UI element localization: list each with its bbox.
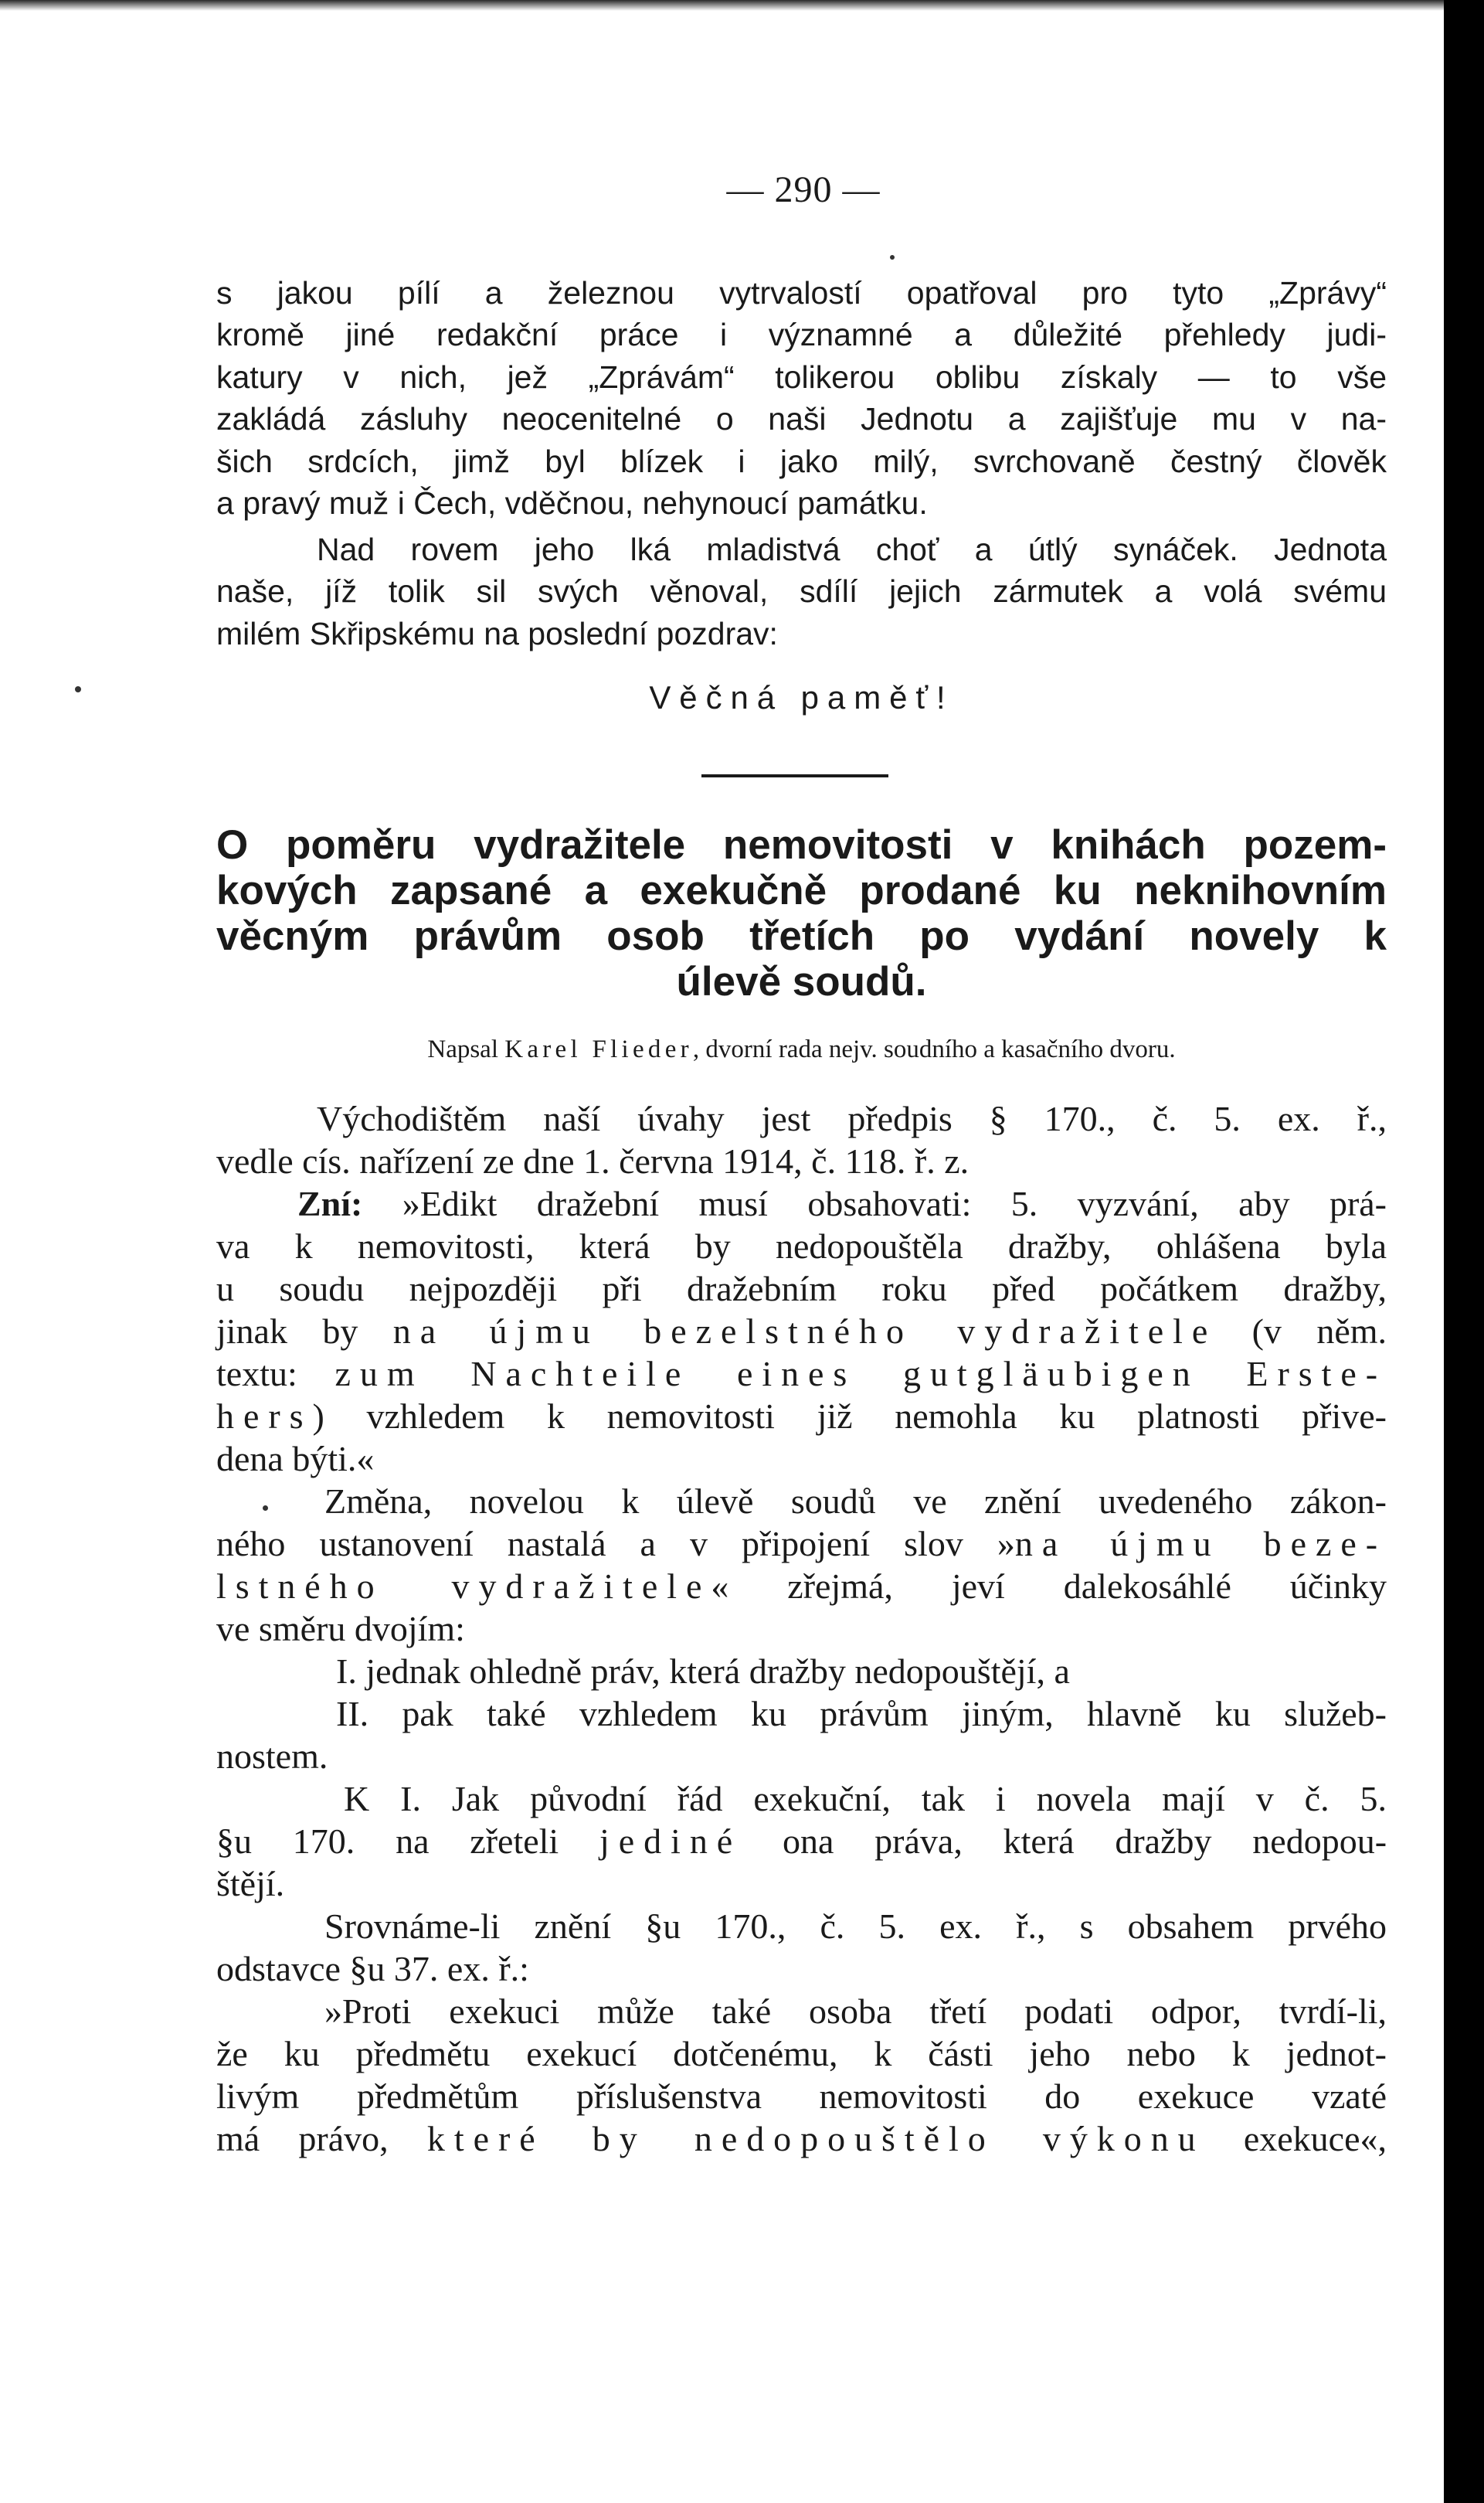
article-title — [216, 822, 1387, 1005]
text-line: odstavce §u 37. ex. ř.: — [216, 1949, 529, 1988]
text-line: naše, jíž tolik sil svých věnoval, sdílí jejich zármutek a volá svému — [216, 573, 1387, 610]
text-line: textu: zum Nachteile eines gutgläubigen Erste- — [216, 1354, 1387, 1393]
byline — [216, 1034, 1387, 1065]
list-item: II. pak také vzhledem ku právům jiným, hlavně ku služeb- — [336, 1694, 1387, 1733]
farewell-line: Věčná paměť! — [649, 679, 954, 716]
text-line: katury v nich, jež „Zprávám“ tolikerou oblibu získaly — to vše — [216, 359, 1387, 395]
text-line: a pravý muž i Čech, vděčnou, nehynoucí památku. — [216, 485, 928, 521]
page-number: — 290 — — [726, 169, 881, 210]
zni-label: Zní: — [297, 1184, 363, 1223]
text-line: livým předmětům příslušenstva nemovitosti do exekuce vzaté — [216, 2076, 1387, 2116]
text-line: Zní: »Edikt dražební musí obsahovati: 5. vyzvání, aby prá- — [297, 1184, 1387, 1223]
text-line: dena býti.« — [216, 1439, 375, 1478]
text-line: va k nemovitosti, která by nedopouštěla dražby, ohlášena byla — [216, 1226, 1387, 1266]
text-line: s jakou pílí a železnou vytrvalostí opatřoval pro tyto „Zprávy“ — [216, 275, 1387, 311]
scan-top-edge — [0, 0, 1484, 11]
text-line: vedle cís. nařízení ze dne 1. června 1914, č. 118. ř. z. — [216, 1141, 970, 1181]
text-line: ného ustanovení nastalá a v připojení slov »na újmu beze- — [216, 1524, 1387, 1563]
text-line: ve směru dvojím: — [216, 1609, 465, 1648]
text-line: Srovnáme-li znění §u 170., č. 5. ex. ř., s obsahem prvého — [324, 1906, 1387, 1946]
text-line: milém Skřipskému na poslední pozdrav: — [216, 615, 778, 651]
scan-right-edge — [1444, 0, 1484, 2503]
title-line: úlevě soudů. — [676, 959, 927, 1005]
scan-speck — [75, 686, 81, 692]
title-line: kových zapsané a exekučně prodané ku neknihovním — [216, 868, 1387, 913]
section-divider — [701, 774, 888, 777]
text-line: kromě jiné redakční práce i významné a důležité přehledy judi- — [216, 317, 1387, 353]
title-line: věcným právům osob třetích po vydání novely k — [216, 913, 1387, 959]
text-line: má právo, které by nedopouštělo výkonu exekuce«, — [216, 2119, 1387, 2158]
author-name: Karel Flieder — [504, 1036, 693, 1063]
text-line: K I. Jak původní řád exekuční, tak i novela mají v č. 5. — [344, 1779, 1387, 1818]
text-line: šich srdcích, jimž byl blízek i jako milý, svrchovaně čestný člověk — [216, 443, 1387, 479]
text-line: Východištěm naší úvahy jest předpis § 170., č. 5. ex. ř., — [317, 1099, 1387, 1138]
byline-prefix: Napsal — [427, 1036, 498, 1063]
byline-suffix: , dvorní rada nejv. soudního a kasačního dvoru. — [692, 1036, 1176, 1063]
text-line: »Proti exekuci může také osoba třetí podati odpor, tvrdí-li, — [324, 1991, 1387, 2031]
scan-speck — [263, 1505, 268, 1511]
text-line: nostem. — [216, 1736, 328, 1776]
title-line: O poměru vydražitele nemovitosti v knihách pozem- — [216, 822, 1387, 868]
obituary-paragraph — [216, 272, 1387, 524]
article-body — [216, 1097, 1387, 2160]
text-line: štějí. — [216, 1864, 285, 1903]
text-line: že ku předmětu exekucí dotčenému, k části jeho nebo k jednot- — [216, 2034, 1387, 2073]
text-line: jinak by na újmu bezelstného vydražitele (v něm. — [216, 1311, 1387, 1351]
obituary-paragraph-2 — [216, 529, 1387, 655]
scan-speck — [890, 255, 895, 260]
list-item: I. jednak ohledně práv, která dražby nedopouštějí, a — [336, 1651, 1070, 1691]
text-line: u soudu nejpozději při dražebním roku před počátkem dražby, — [216, 1269, 1387, 1308]
text-line: hers) vzhledem k nemovitosti již nemohla ku platnosti přive- — [216, 1396, 1387, 1436]
text-line: §u 170. na zřeteli jediné ona práva, která dražby nedopou- — [216, 1821, 1387, 1861]
text-line: zakládá zásluhy neocenitelné o naši Jednotu a zajišťuje mu v na- — [216, 401, 1387, 437]
text-line: Nad rovem jeho lká mladistvá choť a útlý synáček. Jednota — [317, 532, 1387, 567]
text-line: lstného vydražitele« zřejmá, jeví dalekosáhlé účinky — [216, 1566, 1387, 1606]
text-line: Změna, novelou k úlevě soudů ve znění uvedeného zákon- — [324, 1481, 1387, 1521]
